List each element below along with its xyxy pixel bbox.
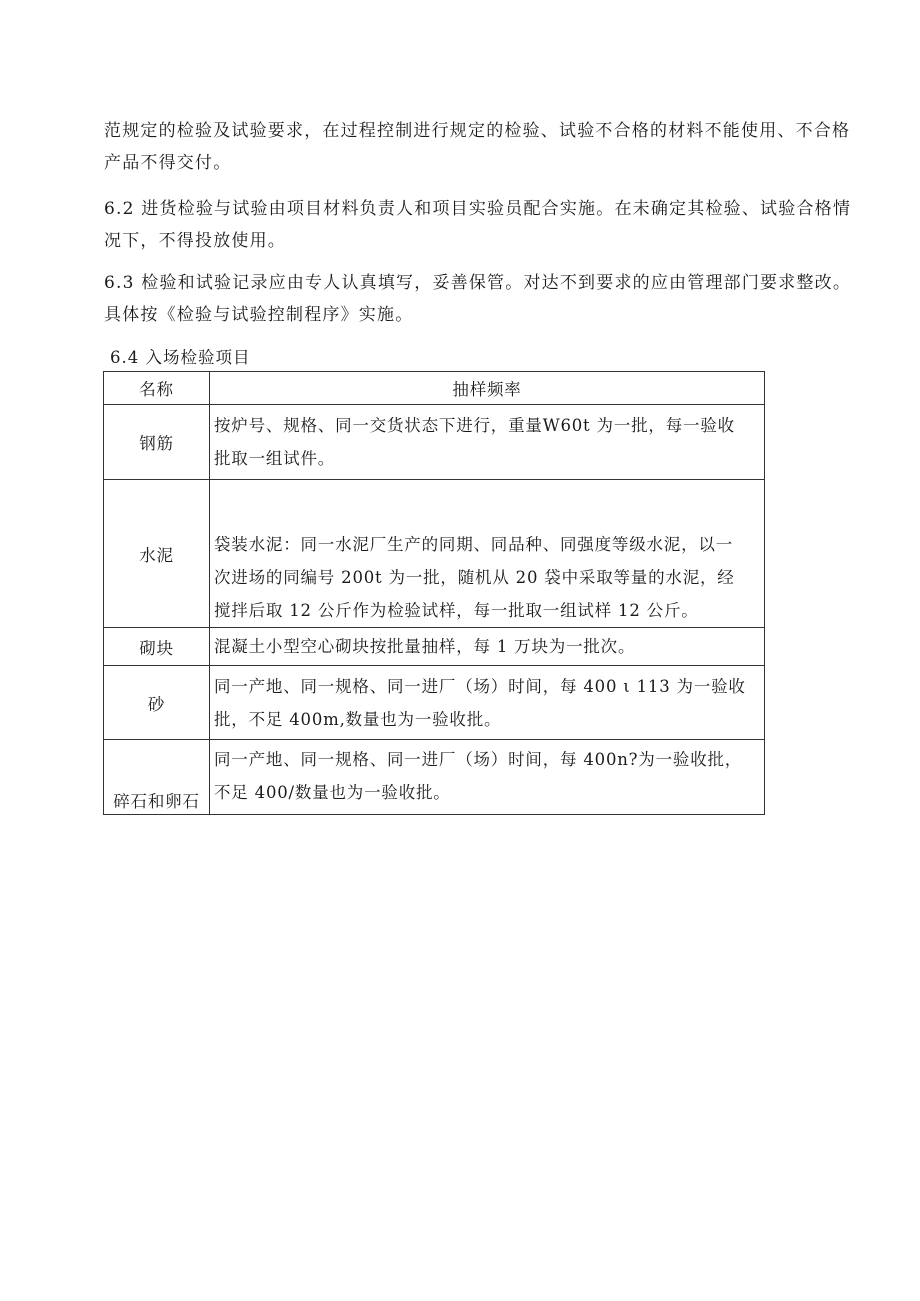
row-desc-line: 同一产地、同一规格、同一进厂（场）时间，每 400n?为一验收批，: [214, 750, 743, 769]
row-desc-line: 袋装水泥：同一水泥厂生产的同期、同品种、同强度等级水泥，以一: [214, 535, 733, 554]
table-header-row: [104, 372, 765, 405]
table-row-gravel: [104, 740, 765, 815]
row-desc-line: 搅拌后取 12 公斤作为检验试样，每一批取一组试样 12 公斤。: [214, 601, 699, 620]
row-desc-line: 不足 400/数量也为一验收批。: [214, 783, 451, 802]
row-desc-sand: [210, 666, 765, 740]
paragraph-6-3: [104, 267, 874, 331]
header-name: 名称: [104, 372, 210, 405]
row-name-block: 砌块: [104, 628, 210, 666]
paragraph-1-line-2: 产品不得交付。: [104, 153, 232, 173]
row-desc-line: 按炉号、规格、同一交货状态下进行，重量W60t 为一批，每一验收: [214, 416, 735, 435]
row-name-gravel: 碎石和卵石: [104, 740, 210, 815]
row-desc-line: 批，不足 400m,数量也为一验收批。: [214, 709, 502, 729]
table-caption: 6.4 入场检验项目: [110, 348, 251, 367]
table-row-block: [104, 628, 765, 666]
paragraph-1: [104, 115, 874, 179]
inspection-table: [103, 371, 765, 815]
row-desc-block: [210, 628, 765, 666]
row-desc-line: 次进场的同编号 200t 为一批，随机从 20 袋中采取等量的水泥，经: [214, 568, 735, 587]
paragraph-1-line-1: 范规定的检验及试验要求，在过程控制进行规定的检验、试验不合格的材料不能使用、不合格: [104, 121, 851, 141]
table-row-cement: [104, 480, 765, 628]
row-name-sand: 砂: [104, 666, 210, 740]
paragraph-6-3-line-1: 6.3 检验和试验记录应由专人认真填写，妥善保管。对达不到要求的应由管理部门要求整改。: [104, 273, 852, 293]
paragraph-6-2-line-1: 6.2 进货检验与试验由项目材料负责人和项目实验员配合实施。在未确定其检验、试验合格情: [104, 199, 852, 219]
paragraph-6-2-line-2: 况下，不得投放使用。: [104, 231, 286, 251]
table-row-sand: [104, 666, 765, 740]
row-desc-cement: [210, 480, 765, 628]
paragraph-6-2: [104, 193, 874, 257]
paragraph-6-3-line-2: 具体按《检验与试验控制程序》实施。: [104, 305, 414, 325]
row-name-cement: 水泥: [104, 480, 210, 628]
row-desc-line: 批取一组试件。: [214, 449, 336, 468]
row-name-rebar: 钢筋: [104, 405, 210, 480]
row-desc-line: 混凝土小型空心砌块按批量抽样，每 1 万块为一批次。: [214, 637, 636, 656]
row-desc-line: 同一产地、同一规格、同一进厂（场）时间，每 400 ι 113 为一验收: [214, 676, 746, 696]
row-desc-rebar: [210, 405, 765, 480]
header-frequency: 抽样频率: [210, 372, 765, 405]
table-row-rebar: [104, 405, 765, 480]
row-desc-gravel: [210, 740, 765, 815]
